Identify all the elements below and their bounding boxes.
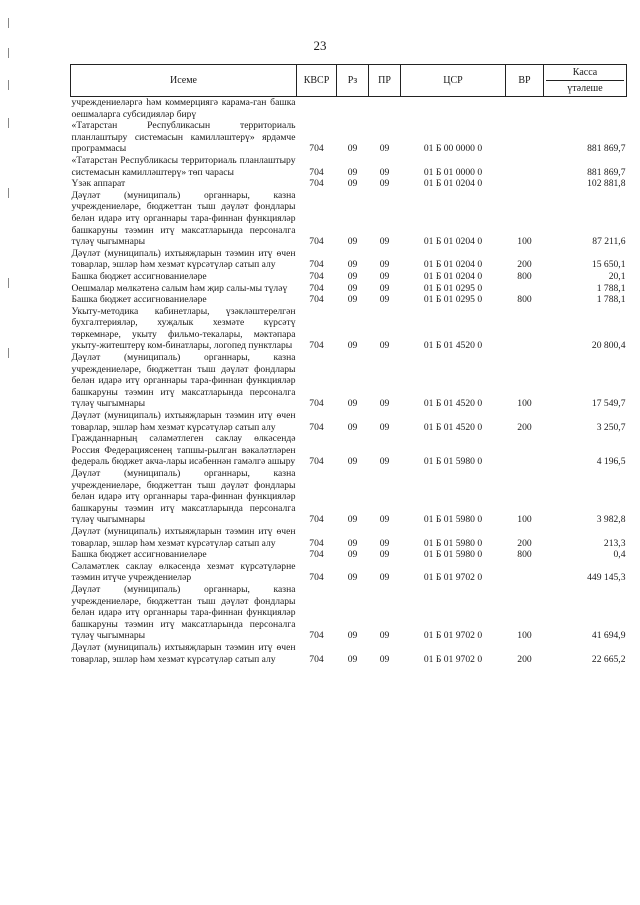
table-row: [71, 294, 627, 306]
row-pr: [369, 97, 401, 121]
row-amount: 20 800,4: [591, 340, 626, 352]
row-vr: 800: [517, 270, 532, 282]
table-row: [71, 433, 627, 468]
row-rz: 09: [347, 340, 358, 352]
row-rz: 09: [347, 572, 358, 584]
row-amount: 0,4: [613, 549, 626, 561]
row-vr: [506, 155, 544, 178]
row-pr: 09: [379, 398, 390, 410]
row-vr: 800: [517, 549, 532, 561]
row-amount: 20,1: [608, 270, 626, 282]
row-csr: 01 Б 01 5980 0: [423, 514, 483, 526]
row-name: Гражданнарның сәламәтлеген саклау өлкәсендә Россия Федерациясенең тапшы-рылган вәкаләтләрен федераль бюджет акча-лары исәбеннән гамәлгә ашыру: [71, 433, 296, 468]
row-kvsr: 704: [309, 653, 324, 665]
row-pr: 09: [379, 537, 390, 549]
row-vr: 100: [517, 514, 532, 526]
row-csr: 01 Б 01 9702 0: [423, 653, 483, 665]
row-vr: 200: [517, 421, 532, 433]
row-name: Дәүләт (муниципаль) ихтыяҗларын тәэмин итү өчен товарлар, эшләр һәм хезмәт күрсәтүләр сатып алу: [71, 410, 296, 433]
row-kvsr: 704: [309, 340, 324, 352]
row-csr: 01 Б 01 0204 0: [423, 259, 483, 271]
row-csr: 01 Б 01 0295 0: [423, 282, 483, 294]
row-rz: 09: [347, 537, 358, 549]
table-row: [71, 561, 627, 584]
row-kvsr: [297, 97, 337, 121]
row-vr: 200: [517, 537, 532, 549]
row-csr: 01 Б 01 0204 0: [423, 236, 483, 248]
row-pr: 09: [379, 549, 390, 561]
table-row: [71, 352, 627, 410]
header-vr: ВР: [506, 65, 544, 97]
row-amount: 1 788,1: [596, 282, 626, 294]
row-amount: 102 881,8: [587, 178, 626, 190]
row-pr: 09: [379, 236, 390, 248]
row-kvsr: 704: [309, 166, 324, 178]
row-name: Дәүләт (муниципаль) ихтыяҗларын тәэмин итү өчен товарлар, эшләр һәм хезмәт күрсәтүләр сатып алу: [71, 247, 296, 271]
row-vr: [506, 178, 544, 190]
row-rz: 09: [347, 456, 358, 468]
row-pr: 09: [379, 166, 390, 178]
row-pr: 09: [379, 456, 390, 468]
header-pr: ПР: [369, 65, 401, 97]
row-kvsr: 704: [309, 537, 324, 549]
table-header-row: [71, 65, 627, 97]
row-pr: 09: [379, 630, 390, 642]
row-rz: 09: [347, 270, 358, 282]
header-csr: ЦСР: [401, 65, 506, 97]
row-name: Сәламәтлек саклау өлкәсендә хезмәт күрсәтүләрне тәэмин итүче учреждениеләр: [71, 560, 296, 584]
table-row: [71, 155, 627, 178]
row-amount: 449 145,3: [587, 572, 626, 584]
row-csr: 01 Б 01 5980 0: [423, 549, 483, 561]
row-csr: 01 Б 01 0204 0: [423, 178, 483, 190]
row-name: Дәүләт (муниципаль) ихтыяҗларын тәэмин итү өчен товарлар, эшләр һәм хезмәт күрсәтүләр сатып алу: [71, 641, 296, 665]
row-vr: [506, 433, 544, 468]
row-name: Дәүләт (муниципаль) органнары, казна учреждениеләре, бюджеттан тыш дәүләт фондлары белән идарә итү органнары тара-финнан функцияләр башкаруны тәэмин итү максатларында персоналга түләү чыгымнары: [71, 583, 296, 642]
row-kvsr: 704: [309, 282, 324, 294]
header-kvsr: КВСР: [297, 65, 337, 97]
row-name: Башка бюджет ассигнованиеләре: [71, 549, 207, 561]
row-vr: 200: [517, 259, 532, 271]
row-name: Дәүләт (муниципаль) органнары, казна учреждениеләре, бюджеттан тыш дәүләт фондлары белән идарә итү органнары тара-финнан функцияләр башкаруны тәэмин итү максатларында персоналга түләү чыгымнары: [71, 352, 296, 410]
row-pr: 09: [379, 421, 390, 433]
row-name: Укыту-методика кабинетлары, үзәкләштерелгән бухгалтерияләр, хуҗалык хезмәте күрсәтү төркемнәре, укыту фильмо-текалары, мәктәпара укыту-житештерү ком-бинатлары, логопед пунктлары: [71, 305, 296, 352]
row-vr: [506, 561, 544, 584]
row-rz: 09: [347, 178, 358, 190]
row-pr: 09: [379, 340, 390, 352]
row-kvsr: 704: [309, 259, 324, 271]
row-rz: 09: [347, 514, 358, 526]
row-rz: 09: [347, 282, 358, 294]
row-kvsr: 704: [309, 630, 324, 642]
row-kvsr: 704: [309, 398, 324, 410]
row-amount: 1 788,1: [596, 294, 626, 306]
row-vr: 100: [517, 398, 532, 410]
row-rz: 09: [347, 259, 358, 271]
header-kassa: [544, 65, 627, 97]
row-rz: 09: [347, 398, 358, 410]
row-vr: [506, 306, 544, 352]
row-csr: 01 Б 01 0204 0: [423, 270, 483, 282]
row-amount: 4 196,5: [596, 456, 626, 468]
row-pr: 09: [379, 514, 390, 526]
row-amount: [544, 97, 627, 121]
row-rz: 09: [347, 236, 358, 248]
row-kvsr: 704: [309, 178, 324, 190]
row-vr: 800: [517, 294, 532, 306]
row-kvsr: 704: [309, 456, 324, 468]
table-row: [71, 584, 627, 642]
row-kvsr: 704: [309, 421, 324, 433]
row-vr: [506, 283, 544, 295]
row-pr: 09: [379, 294, 390, 306]
table-row: [71, 468, 627, 526]
row-amount: 881 869,7: [587, 143, 626, 155]
row-pr: 09: [379, 259, 390, 271]
row-name: Оешмалар мөлкәтенә салым һәм җир салы-мы түләү: [71, 282, 288, 294]
row-name: «Татарстан Республикасы территориаль планлаштыру системасын камилләштерү» төп чарасы: [71, 154, 296, 178]
row-amount: 22 665,2: [591, 653, 626, 665]
row-pr: 09: [379, 572, 390, 584]
row-pr: 09: [379, 282, 390, 294]
row-name: Дәүләт (муниципаль) органнары, казна учреждениеләре, бюджеттан тыш дәүләт фондлары белән идарә итү органнары тара-финнан функцияләр башкаруны тәэмин итү максатларында персоналга түләү чыгымнары: [71, 468, 296, 526]
table-row: [71, 642, 627, 665]
budget-execution-table: [70, 64, 627, 665]
row-kvsr: 704: [309, 549, 324, 561]
row-rz: 09: [347, 294, 358, 306]
row-kvsr: 704: [309, 270, 324, 282]
table-row: [71, 120, 627, 155]
row-vr: 100: [517, 630, 532, 642]
row-csr: 01 Б 00 0000 0: [423, 143, 483, 155]
row-csr: 01 Б 01 4520 0: [423, 398, 483, 410]
page-number: 23: [313, 38, 327, 53]
row-vr: 100: [517, 236, 532, 248]
row-amount: 3 250,7: [596, 421, 626, 433]
row-rz: 09: [347, 421, 358, 433]
row-vr: [506, 97, 544, 121]
table-row: [71, 271, 627, 283]
table-row: [71, 549, 627, 561]
row-amount: 15 650,1: [591, 259, 626, 271]
row-amount: 213,3: [603, 537, 626, 549]
row-amount: 87 211,6: [592, 236, 626, 248]
row-amount: 881 869,7: [587, 166, 626, 178]
table-row: [71, 97, 627, 121]
row-name: Үзәк аппарат: [71, 178, 126, 190]
row-kvsr: 704: [309, 236, 324, 248]
table-row: [71, 526, 627, 549]
row-kvsr: 704: [309, 572, 324, 584]
row-rz: [337, 97, 369, 121]
table-row: [71, 190, 627, 248]
row-name: Дәүләт (муниципаль) органнары, казна учреждениеләре, бюджеттан тыш дәүләт фондлары белән идарә итү органнары тара-финнан функцияләр башкаруны тәэмин итү максатларында персоналга түләү чыгымнары: [71, 189, 296, 248]
row-csr: [401, 97, 506, 121]
table-row: [71, 248, 627, 271]
row-rz: 09: [347, 166, 358, 178]
row-csr: 01 Б 01 0000 0: [423, 166, 483, 178]
row-amount: 41 694,9: [591, 630, 626, 642]
row-csr: 01 Б 01 9702 0: [423, 630, 483, 642]
row-rz: 09: [347, 653, 358, 665]
row-pr: 09: [379, 653, 390, 665]
row-kvsr: 704: [309, 294, 324, 306]
table-row: [71, 283, 627, 295]
row-kvsr: 704: [309, 514, 324, 526]
row-pr: 09: [379, 270, 390, 282]
row-rz: 09: [347, 549, 358, 561]
row-csr: 01 Б 01 4520 0: [423, 421, 483, 433]
row-name: Дәүләт (муниципаль) ихтыяҗларын тәэмин итү өчен товарлар, эшләр һәм хезмәт күрсәтүләр сатып алу: [71, 525, 296, 549]
table-row: [71, 178, 627, 190]
row-rz: 09: [347, 143, 358, 155]
margin-scan-marks: [8, 18, 10, 378]
row-amount: 17 549,7: [591, 398, 626, 410]
row-pr: 09: [379, 178, 390, 190]
table-row: [71, 306, 627, 352]
table-row: [71, 410, 627, 433]
row-csr: 01 Б 01 4520 0: [423, 340, 483, 352]
header-kassa-line1: Касса: [572, 67, 598, 78]
row-pr: 09: [379, 143, 390, 155]
row-amount: 3 982,8: [596, 514, 626, 526]
row-csr: 01 Б 01 5980 0: [423, 456, 483, 468]
row-name: учреждениеләргә һәм коммерциягә карама-ган башка оешмаларга субсидияләр бирү: [71, 97, 296, 120]
row-name: «Татарстан Республикасын территориаль планлаштыру системасын камилләштерү» ярдәмче программасы: [71, 120, 296, 155]
row-csr: 01 Б 01 0295 0: [423, 294, 483, 306]
row-name: Башка бюджет ассигнованиеләре: [71, 294, 207, 306]
row-vr: [506, 120, 544, 155]
header-name: Исеме: [71, 65, 297, 97]
row-rz: 09: [347, 630, 358, 642]
row-name: Башка бюджет ассигнованиеләре: [71, 270, 207, 282]
header-kassa-line2: үтәлеше: [546, 80, 624, 96]
row-csr: 01 Б 01 5980 0: [423, 537, 483, 549]
header-rz: Рз: [337, 65, 369, 97]
row-kvsr: 704: [309, 143, 324, 155]
row-vr: 200: [517, 653, 532, 665]
row-csr: 01 Б 01 9702 0: [423, 572, 483, 584]
